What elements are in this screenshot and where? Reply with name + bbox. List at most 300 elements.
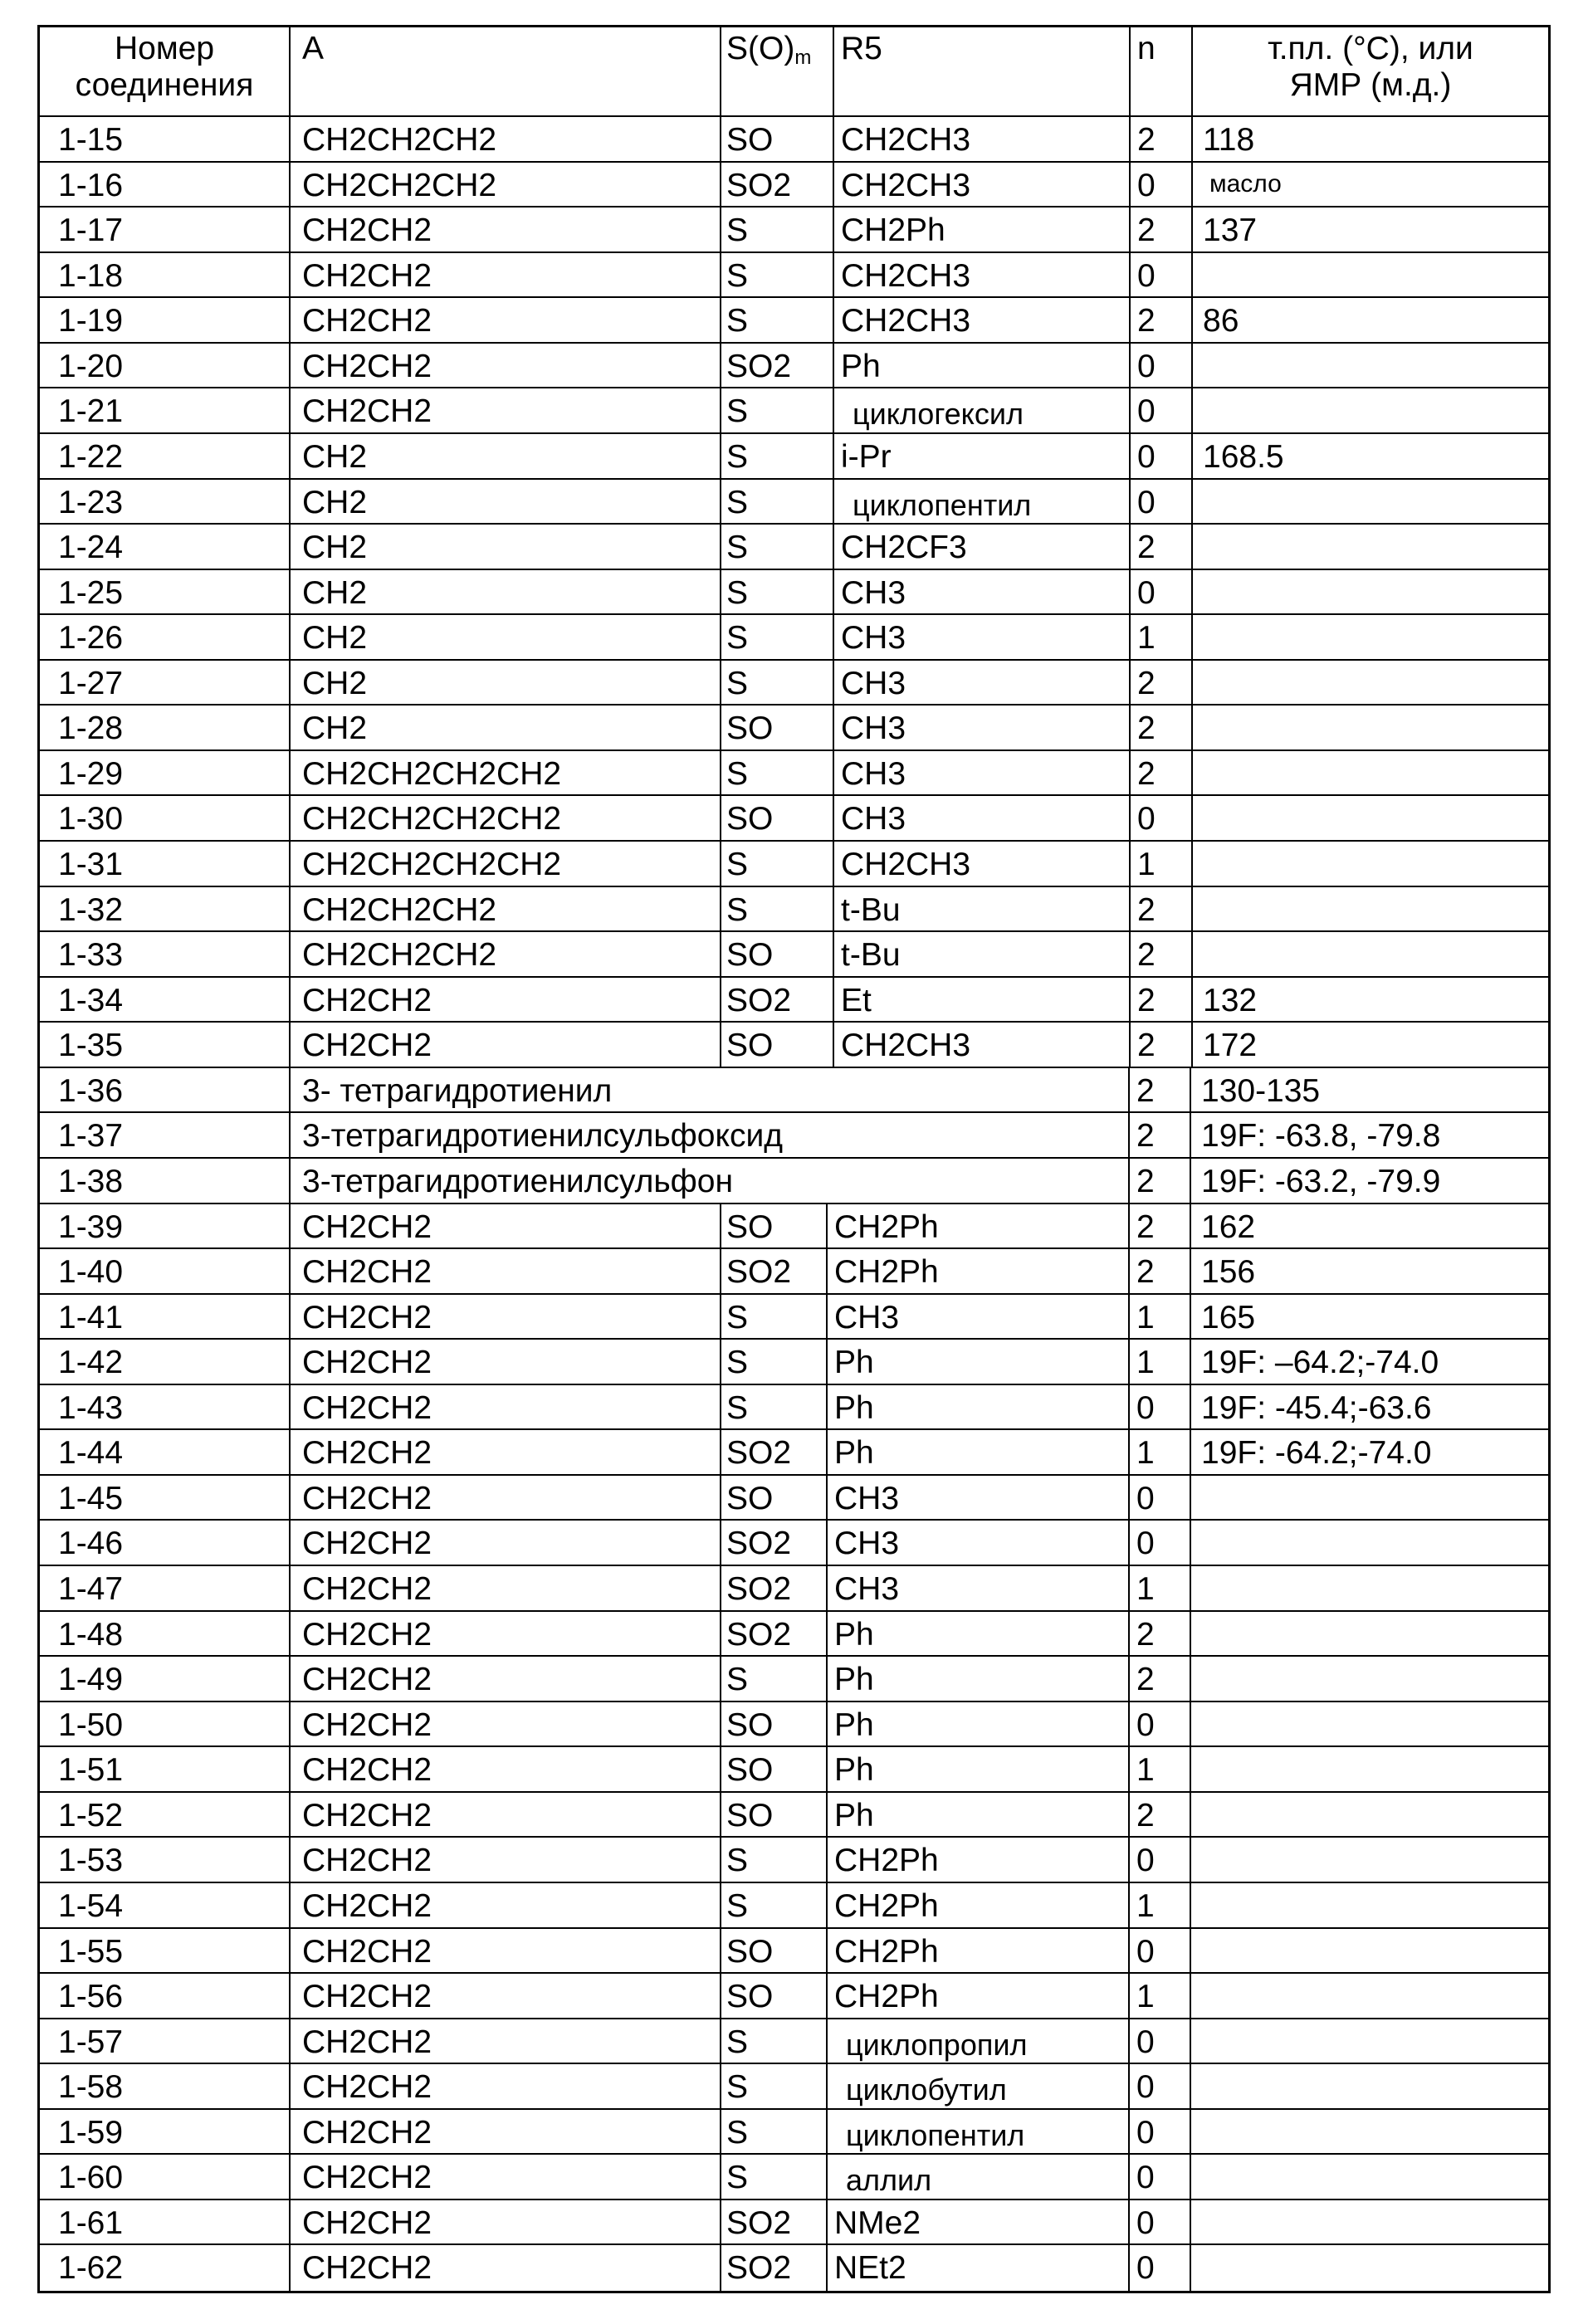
melting-point-or-nmr: [1191, 480, 1548, 524]
r5-substituent: CH3: [826, 1295, 1128, 1339]
table-row: [40, 796, 1548, 842]
sulfur-oxidation: S: [720, 208, 833, 251]
melting-point-or-nmr: [1190, 1883, 1548, 1927]
compound-number: 1-24: [40, 525, 289, 569]
a-linker: CH2: [289, 480, 720, 524]
n-value: 0: [1128, 1702, 1190, 1746]
sulfur-oxidation: S: [720, 2064, 826, 2108]
header-value-line1: т.пл. (°C), или: [1193, 31, 1548, 67]
n-value: 2: [1128, 1249, 1190, 1293]
sulfur-oxidation: S: [720, 842, 833, 886]
n-value: 1: [1128, 1974, 1190, 2018]
a-linker: CH2CH2CH2CH2: [289, 796, 720, 840]
a-linker: CH2: [289, 434, 720, 478]
melting-point-or-nmr: 130-135: [1190, 1068, 1548, 1112]
n-value: 2: [1129, 661, 1191, 705]
r5-substituent: t-Bu: [833, 932, 1129, 976]
melting-point-or-nmr: 19F: -45.4;-63.6: [1190, 1385, 1548, 1429]
a-linker: CH2CH2: [289, 1249, 720, 1293]
compound-number: 1-52: [40, 1793, 289, 1837]
melting-point-or-nmr: [1190, 1974, 1548, 2018]
compound-number: 1-43: [40, 1385, 289, 1429]
sulfur-oxidation: S: [720, 2110, 826, 2154]
a-linker: CH2CH2: [289, 1974, 720, 2018]
header-a-label: A: [302, 31, 324, 66]
r5-substituent: CH3: [826, 1521, 1128, 1565]
r5-substituent: циклопропил: [826, 2019, 1128, 2063]
r5-substituent: CH2Ph: [826, 1929, 1128, 1973]
table-row: [40, 298, 1548, 344]
a-linker: CH2CH2: [289, 2245, 720, 2291]
a-linker: CH2CH2: [289, 253, 720, 297]
n-value: 2: [1129, 208, 1191, 251]
table-row: [40, 1929, 1548, 1975]
r5-substituent: CH2Ph: [826, 1249, 1128, 1293]
sulfur-oxidation: SO: [720, 1974, 826, 2018]
header-value-line2: ЯМР (м.д.): [1193, 67, 1548, 104]
compound-number: 1-29: [40, 751, 289, 795]
table-row: [40, 842, 1548, 887]
r5-substituent: циклобутил: [826, 2064, 1128, 2108]
sulfur-oxidation: SO2: [720, 978, 833, 1022]
melting-point-or-nmr: [1190, 1929, 1548, 1973]
sulfur-oxidation: S: [720, 1385, 826, 1429]
header-n-label: n: [1137, 31, 1156, 66]
compound-number: 1-56: [40, 1974, 289, 2018]
compound-number: 1-33: [40, 932, 289, 976]
melting-point-or-nmr: [1190, 1838, 1548, 1882]
table-row: [40, 978, 1548, 1023]
n-value: 2: [1128, 1657, 1190, 1701]
melting-point-or-nmr: [1191, 525, 1548, 569]
melting-point-or-nmr: [1191, 887, 1548, 931]
merged-substituent: 3-тетрагидротиенилсульфон: [289, 1159, 1128, 1203]
table-row: [40, 615, 1548, 661]
a-linker: CH2CH2CH2: [289, 932, 720, 976]
a-linker: CH2CH2: [289, 2110, 720, 2154]
a-linker: CH2CH2: [289, 1385, 720, 1429]
compound-number: 1-35: [40, 1023, 289, 1067]
table-row: [40, 2245, 1548, 2291]
r5-substituent: Ph: [826, 1657, 1128, 1701]
a-linker: CH2CH2: [289, 298, 720, 342]
a-linker: CH2CH2: [289, 208, 720, 251]
sulfur-oxidation: SO: [720, 1023, 833, 1067]
compound-number: 1-31: [40, 842, 289, 886]
table-row: [40, 570, 1548, 616]
compound-table: [37, 25, 1551, 2293]
n-value: 0: [1128, 2019, 1190, 2063]
table-row: [40, 661, 1548, 706]
a-linker: CH2CH2: [289, 1476, 720, 1520]
r5-substituent: CH2CH3: [833, 298, 1129, 342]
compound-number: 1-42: [40, 1340, 289, 1384]
melting-point-or-nmr: 19F: –64.2;-74.0: [1190, 1340, 1548, 1384]
a-linker: CH2CH2: [289, 344, 720, 388]
table-row: [40, 1747, 1548, 1793]
r5-substituent: Ph: [826, 1430, 1128, 1474]
compound-number: 1-37: [40, 1113, 289, 1157]
n-value: 2: [1129, 978, 1191, 1022]
n-value: 0: [1128, 1838, 1190, 1882]
merged-substituent: 3- тетрагидротиенил: [289, 1068, 1128, 1112]
sulfur-oxidation: SO: [720, 1702, 826, 1746]
compound-number: 1-21: [40, 388, 289, 432]
table-row: [40, 2200, 1548, 2246]
melting-point-or-nmr: [1190, 1702, 1548, 1746]
a-linker: CH2CH2: [289, 1838, 720, 1882]
n-value: 2: [1128, 1113, 1190, 1157]
table-row: [40, 1295, 1548, 1340]
compound-number: 1-26: [40, 615, 289, 659]
n-value: 0: [1129, 480, 1191, 524]
table-row: [40, 525, 1548, 570]
table-row: [40, 1566, 1548, 1612]
compound-number: 1-20: [40, 344, 289, 388]
a-linker: CH2CH2: [289, 1023, 720, 1067]
a-linker: CH2CH2: [289, 1204, 720, 1248]
melting-point-or-nmr: 19F: -63.2, -79.9: [1190, 1159, 1548, 1203]
melting-point-or-nmr: 118: [1191, 117, 1548, 161]
sulfur-oxidation: S: [720, 751, 833, 795]
r5-substituent: CH2CH3: [833, 1023, 1129, 1067]
n-value: 2: [1129, 117, 1191, 161]
a-linker: CH2CH2: [289, 978, 720, 1022]
melting-point-or-nmr: [1191, 388, 1548, 432]
melting-point-or-nmr: 137: [1191, 208, 1548, 251]
sulfur-oxidation: S: [720, 2019, 826, 2063]
table-row: [40, 1385, 1548, 1431]
table-row: [40, 208, 1548, 253]
melting-point-or-nmr: [1190, 1476, 1548, 1520]
header-n: [1129, 27, 1191, 115]
melting-point-or-nmr: [1191, 751, 1548, 795]
table-row: [40, 1657, 1548, 1702]
n-value: 2: [1129, 298, 1191, 342]
r5-substituent: t-Bu: [833, 887, 1129, 931]
n-value: 2: [1129, 932, 1191, 976]
table-row: [40, 1883, 1548, 1929]
compound-number: 1-22: [40, 434, 289, 478]
compound-number: 1-38: [40, 1159, 289, 1203]
n-value: 1: [1128, 1295, 1190, 1339]
sulfur-oxidation: SO2: [720, 1566, 826, 1610]
compound-number: 1-40: [40, 1249, 289, 1293]
r5-substituent: CH3: [833, 706, 1129, 749]
r5-substituent: циклопентил: [826, 2110, 1128, 2154]
sulfur-oxidation: S: [720, 661, 833, 705]
n-value: 1: [1128, 1566, 1190, 1610]
a-linker: CH2: [289, 661, 720, 705]
header-sulfur-oxidation: [720, 27, 833, 115]
table-row: [40, 388, 1548, 434]
n-value: 1: [1129, 615, 1191, 659]
n-value: 2: [1128, 1793, 1190, 1837]
r5-substituent: CH3: [833, 615, 1129, 659]
n-value: 2: [1129, 1023, 1191, 1067]
melting-point-or-nmr: [1191, 570, 1548, 614]
r5-substituent: CH2CH3: [833, 253, 1129, 297]
table-row: [40, 1068, 1548, 1114]
n-value: 1: [1128, 1340, 1190, 1384]
compound-number: 1-17: [40, 208, 289, 251]
a-linker: CH2CH2: [289, 1929, 720, 1973]
compound-number: 1-57: [40, 2019, 289, 2063]
compound-number: 1-32: [40, 887, 289, 931]
sulfur-oxidation: S: [720, 1838, 826, 1882]
table-row: [40, 1793, 1548, 1838]
compound-number: 1-36: [40, 1068, 289, 1112]
melting-point-or-nmr: [1190, 2245, 1548, 2291]
n-value: 0: [1128, 2110, 1190, 2154]
sulfur-oxidation: SO2: [720, 2200, 826, 2244]
n-value: 0: [1129, 796, 1191, 840]
melting-point-or-nmr: 168.5: [1191, 434, 1548, 478]
compound-number: 1-51: [40, 1747, 289, 1791]
melting-point-or-nmr: 19F: -64.2;-74.0: [1190, 1430, 1548, 1474]
header-s-main: S(O): [726, 31, 794, 66]
table-row: [40, 1249, 1548, 1295]
sulfur-oxidation: SO: [720, 706, 833, 749]
r5-substituent: Ph: [826, 1793, 1128, 1837]
sulfur-oxidation: S: [720, 615, 833, 659]
r5-substituent: CH3: [833, 570, 1129, 614]
r5-substituent: CH3: [833, 796, 1129, 840]
r5-substituent: CH3: [833, 661, 1129, 705]
a-linker: CH2CH2CH2CH2: [289, 751, 720, 795]
melting-point-or-nmr: [1191, 932, 1548, 976]
r5-substituent: NMe2: [826, 2200, 1128, 2244]
n-value: 0: [1128, 1929, 1190, 1973]
table-row: [40, 434, 1548, 480]
compound-number: 1-15: [40, 117, 289, 161]
n-value: 0: [1129, 570, 1191, 614]
compound-number: 1-44: [40, 1430, 289, 1474]
compound-number: 1-54: [40, 1883, 289, 1927]
sulfur-oxidation: S: [720, 298, 833, 342]
compound-number: 1-45: [40, 1476, 289, 1520]
sulfur-oxidation: SO2: [720, 344, 833, 388]
sulfur-oxidation: S: [720, 887, 833, 931]
compound-number: 1-47: [40, 1566, 289, 1610]
header-a: [289, 27, 720, 115]
r5-substituent: аллил: [826, 2155, 1128, 2199]
n-value: 0: [1128, 2155, 1190, 2199]
n-value: 1: [1128, 1883, 1190, 1927]
melting-point-or-nmr: 132: [1191, 978, 1548, 1022]
sulfur-oxidation: S: [720, 388, 833, 432]
melting-point-or-nmr: [1191, 796, 1548, 840]
r5-substituent: CH2Ph: [826, 1974, 1128, 2018]
compound-number: 1-23: [40, 480, 289, 524]
melting-point-or-nmr: [1191, 344, 1548, 388]
table-row: [40, 344, 1548, 389]
table-row: [40, 1838, 1548, 1883]
compound-number: 1-50: [40, 1702, 289, 1746]
header-r5: [833, 27, 1129, 115]
compound-number: 1-62: [40, 2245, 289, 2291]
r5-substituent: CH2CH3: [833, 117, 1129, 161]
n-value: 2: [1128, 1612, 1190, 1656]
sulfur-oxidation: S: [720, 1883, 826, 1927]
table-row: [40, 2110, 1548, 2156]
r5-substituent: CH2CH3: [833, 842, 1129, 886]
sulfur-oxidation: SO: [720, 1747, 826, 1791]
melting-point-or-nmr: [1190, 2064, 1548, 2108]
r5-substituent: CH3: [833, 751, 1129, 795]
compound-number: 1-34: [40, 978, 289, 1022]
r5-substituent: CH2Ph: [826, 1838, 1128, 1882]
a-linker: CH2: [289, 525, 720, 569]
melting-point-or-nmr: 162: [1190, 1204, 1548, 1248]
header-compound-number-line1: Номер: [40, 31, 289, 67]
compound-number: 1-49: [40, 1657, 289, 1701]
compound-number: 1-16: [40, 163, 289, 207]
n-value: 1: [1129, 842, 1191, 886]
a-linker: CH2CH2: [289, 1430, 720, 1474]
melting-point-or-nmr: [1190, 2200, 1548, 2244]
sulfur-oxidation: SO: [720, 1204, 826, 1248]
melting-point-or-nmr: [1191, 661, 1548, 705]
n-value: 0: [1129, 434, 1191, 478]
table-row: [40, 480, 1548, 525]
header-compound-number: [40, 27, 289, 115]
a-linker: CH2CH2: [289, 388, 720, 432]
sulfur-oxidation: S: [720, 1340, 826, 1384]
sulfur-oxidation: SO: [720, 117, 833, 161]
sulfur-oxidation: SO: [720, 1793, 826, 1837]
table-row: [40, 751, 1548, 797]
table-row: [40, 887, 1548, 933]
a-linker: CH2CH2: [289, 1521, 720, 1565]
merged-substituent: 3-тетрагидротиенилсульфоксид: [289, 1113, 1128, 1157]
table-row: [40, 1159, 1548, 1204]
r5-substituent: CH2CF3: [833, 525, 1129, 569]
r5-substituent: Ph: [826, 1747, 1128, 1791]
sulfur-oxidation: SO: [720, 1929, 826, 1973]
melting-point-or-nmr: [1191, 615, 1548, 659]
melting-point-or-nmr: 86: [1191, 298, 1548, 342]
sulfur-oxidation: SO2: [720, 1612, 826, 1656]
header-compound-number-line2: соединения: [40, 67, 289, 104]
melting-point-or-nmr: [1190, 2019, 1548, 2063]
r5-substituent: Ph: [826, 1340, 1128, 1384]
r5-substituent: циклогексил: [833, 388, 1129, 432]
n-value: 2: [1129, 525, 1191, 569]
n-value: 1: [1128, 1430, 1190, 1474]
n-value: 2: [1128, 1204, 1190, 1248]
sulfur-oxidation: SO2: [720, 1430, 826, 1474]
a-linker: CH2CH2: [289, 1566, 720, 1610]
sulfur-oxidation: SO2: [720, 1249, 826, 1293]
n-value: 0: [1128, 2200, 1190, 2244]
compound-number: 1-27: [40, 661, 289, 705]
a-linker: CH2CH2: [289, 1657, 720, 1701]
r5-substituent: CH2CH3: [833, 163, 1129, 207]
r5-substituent: Ph: [833, 344, 1129, 388]
r5-substituent: CH3: [826, 1476, 1128, 1520]
table-row: [40, 1702, 1548, 1748]
header-s-subscript: m: [794, 46, 811, 69]
r5-substituent: i-Pr: [833, 434, 1129, 478]
melting-point-or-nmr: 172: [1191, 1023, 1548, 1067]
melting-point-or-nmr: [1190, 2155, 1548, 2199]
melting-point-or-nmr: [1191, 253, 1548, 297]
n-value: 2: [1129, 706, 1191, 749]
melting-point-or-nmr: 165: [1190, 1295, 1548, 1339]
a-linker: CH2CH2: [289, 1340, 720, 1384]
melting-point-or-nmr: [1190, 1521, 1548, 1565]
a-linker: CH2CH2: [289, 1702, 720, 1746]
n-value: 0: [1128, 1385, 1190, 1429]
table-row: [40, 932, 1548, 978]
melting-point-or-nmr: [1190, 1612, 1548, 1656]
a-linker: CH2CH2: [289, 1612, 720, 1656]
sulfur-oxidation: S: [720, 525, 833, 569]
a-linker: CH2: [289, 615, 720, 659]
r5-substituent: Et: [833, 978, 1129, 1022]
a-linker: CH2CH2: [289, 2019, 720, 2063]
sulfur-oxidation: S: [720, 2155, 826, 2199]
table-row: [40, 2019, 1548, 2065]
compound-number: 1-61: [40, 2200, 289, 2244]
r5-substituent: CH2Ph: [826, 1883, 1128, 1927]
compound-number: 1-39: [40, 1204, 289, 1248]
n-value: 0: [1128, 2245, 1190, 2291]
r5-substituent: NEt2: [826, 2245, 1128, 2291]
a-linker: CH2CH2CH2CH2: [289, 842, 720, 886]
table-row: [40, 2064, 1548, 2110]
sulfur-oxidation: S: [720, 570, 833, 614]
compound-number: 1-18: [40, 253, 289, 297]
melting-point-or-nmr: [1190, 1566, 1548, 1610]
sulfur-oxidation: S: [720, 480, 833, 524]
table-row: [40, 1612, 1548, 1658]
compound-number: 1-48: [40, 1612, 289, 1656]
n-value: 2: [1128, 1159, 1190, 1203]
r5-substituent: CH2Ph: [833, 208, 1129, 251]
table-row: [40, 1974, 1548, 2019]
n-value: 1: [1128, 1747, 1190, 1791]
a-linker: CH2CH2CH2: [289, 887, 720, 931]
melting-point-or-nmr: [1190, 1747, 1548, 1791]
compound-number: 1-28: [40, 706, 289, 749]
r5-substituent: Ph: [826, 1385, 1128, 1429]
a-linker: CH2: [289, 706, 720, 749]
table-row: [40, 1521, 1548, 1566]
table-row: [40, 706, 1548, 751]
sulfur-oxidation: SO: [720, 932, 833, 976]
header-value: [1191, 27, 1548, 115]
table-row: [40, 1113, 1548, 1159]
a-linker: CH2CH2CH2: [289, 117, 720, 161]
table-row: [40, 2155, 1548, 2200]
compound-number: 1-59: [40, 2110, 289, 2154]
n-value: 0: [1129, 388, 1191, 432]
sulfur-oxidation: S: [720, 1295, 826, 1339]
sulfur-oxidation: SO2: [720, 1521, 826, 1565]
table-row: [40, 253, 1548, 299]
header-r5-label: R5: [841, 31, 882, 66]
melting-point-or-nmr: [1191, 842, 1548, 886]
melting-point-or-nmr: [1190, 1793, 1548, 1837]
a-linker: CH2CH2: [289, 1295, 720, 1339]
sulfur-oxidation: SO: [720, 796, 833, 840]
compound-number: 1-58: [40, 2064, 289, 2108]
table-row: [40, 1340, 1548, 1385]
n-value: 2: [1129, 751, 1191, 795]
a-linker: CH2CH2: [289, 1793, 720, 1837]
